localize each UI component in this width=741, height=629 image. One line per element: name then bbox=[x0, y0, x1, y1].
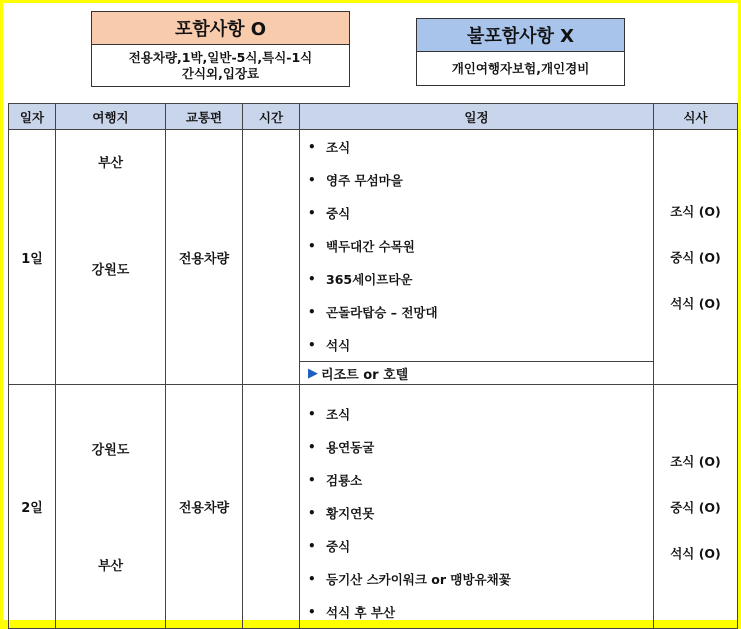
included-line-2: 간식외,입장료 bbox=[181, 66, 260, 81]
header-transport: 교통편 bbox=[166, 104, 243, 130]
day-1-transport: 전용차량 bbox=[166, 130, 243, 385]
itinerary-table bbox=[8, 103, 738, 629]
meal-breakfast: 조식 (O) bbox=[670, 453, 721, 469]
table-row-day-2 bbox=[9, 385, 738, 629]
excluded-box bbox=[416, 18, 625, 86]
day-2-place-2: 부산 bbox=[97, 559, 124, 574]
schedule-item: • 등기산 스카이워크 or 맹방유채꽃 bbox=[308, 571, 511, 587]
schedule-item: • 석식 bbox=[308, 337, 351, 353]
lodging-label: 리조트 or 호텔 bbox=[321, 367, 409, 383]
schedule-item: • 중식 bbox=[308, 205, 351, 221]
schedule-item: • 조식 bbox=[308, 406, 351, 422]
header-day: 일자 bbox=[9, 104, 56, 130]
meal-lunch: 중식 (O) bbox=[670, 250, 721, 265]
excluded-line-1: 개인여행자보험,개인경비 bbox=[451, 61, 590, 76]
play-triangle-icon: ▶ bbox=[308, 365, 318, 381]
header-time: 시간 bbox=[243, 104, 300, 130]
day-2-schedule bbox=[300, 385, 654, 629]
schedule-item: • 중식 bbox=[308, 538, 351, 554]
excluded-body bbox=[417, 52, 624, 86]
lodging-row bbox=[300, 361, 653, 384]
day-1-meals bbox=[654, 130, 738, 385]
meal-breakfast: 조식 (O) bbox=[670, 204, 721, 219]
schedule-item: • 곤돌라탑승 – 전망대 bbox=[308, 304, 438, 320]
schedule-item: • 영주 무섬마을 bbox=[308, 172, 403, 188]
meal-dinner: 석식 (O) bbox=[670, 545, 721, 561]
day-1-place-1: 부산 bbox=[97, 156, 124, 171]
included-box bbox=[91, 11, 350, 87]
day-1-place-2: 강원도 bbox=[91, 263, 130, 278]
schedule-item: • 365세이프타운 bbox=[308, 271, 413, 287]
day-1-places bbox=[56, 130, 166, 385]
header-meals: 식사 bbox=[654, 104, 738, 130]
included-body bbox=[92, 45, 349, 87]
day-1-label: 1일 bbox=[9, 130, 56, 385]
schedule-item: • 백두대간 수목원 bbox=[308, 238, 415, 254]
schedule-item: • 석식 후 부산 bbox=[308, 604, 396, 620]
schedule-item: • 검룡소 bbox=[308, 472, 363, 488]
day-2-transport: 전용차량 bbox=[166, 385, 243, 629]
day-2-meals bbox=[654, 385, 738, 629]
included-line-1: 전용차량,1박,일반-5식,특식-1식 bbox=[128, 50, 313, 65]
included-title: 포함사항 O bbox=[92, 12, 349, 45]
header-destination: 여행지 bbox=[56, 104, 166, 130]
day-1-schedule bbox=[300, 130, 654, 385]
schedule-item: • 용연동굴 bbox=[308, 439, 375, 455]
meal-lunch: 중식 (O) bbox=[670, 499, 721, 515]
schedule-item: • 조식 bbox=[308, 139, 351, 155]
header-schedule: 일정 bbox=[300, 104, 654, 130]
header-row bbox=[9, 104, 738, 130]
schedule-item: • 황지연못 bbox=[308, 505, 375, 521]
page-frame bbox=[3, 3, 738, 620]
table-row-day-1 bbox=[9, 130, 738, 385]
day-2-label: 2일 bbox=[9, 385, 56, 629]
day-1-time bbox=[243, 130, 300, 385]
excluded-title: 불포함사항 X bbox=[417, 19, 624, 52]
day-2-time bbox=[243, 385, 300, 629]
day-2-place-1: 강원도 bbox=[91, 443, 130, 458]
meal-dinner: 석식 (O) bbox=[670, 296, 721, 311]
day-2-places bbox=[56, 385, 166, 629]
